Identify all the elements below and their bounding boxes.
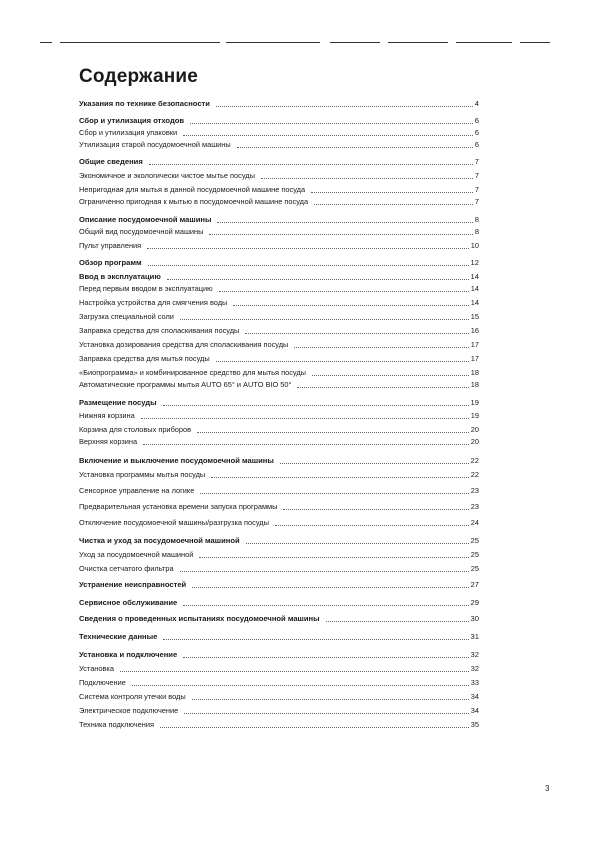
- toc-entry-page: 4: [474, 99, 479, 108]
- toc-entry: [79, 718, 479, 730]
- toc-entry-label: Ограниченно пригодная к мытью в посудомоечной машине посуда: [79, 197, 309, 206]
- toc-entry-page: 33: [470, 678, 479, 687]
- toc-leader-dots: [167, 278, 469, 280]
- toc-leader-dots: [275, 524, 469, 526]
- toc-entry: [79, 534, 479, 546]
- header-rule-segment: [330, 42, 380, 43]
- toc-leader-dots: [199, 556, 468, 558]
- toc-leader-dots: [183, 604, 468, 606]
- toc-leader-dots: [246, 542, 469, 544]
- toc-entry: [79, 500, 479, 512]
- toc-entry-page: 34: [470, 692, 479, 701]
- toc-entry-page: 30: [470, 614, 479, 623]
- toc-leader-dots: [180, 570, 469, 572]
- toc-entry-page: 25: [470, 550, 479, 559]
- toc-entry-label: Включение и выключение посудомоечной машины: [79, 456, 274, 465]
- toc-leader-dots: [120, 670, 469, 672]
- toc-entry-label: Общие сведения: [79, 157, 143, 166]
- toc-entry: [79, 516, 479, 528]
- toc-entry: [79, 195, 479, 207]
- page-title: Содержание: [79, 66, 199, 87]
- toc-entry: [79, 169, 479, 181]
- toc-entry-label: Технические данные: [79, 632, 158, 641]
- toc-entry-page: 27: [470, 580, 479, 589]
- toc-entry-label: Обзор программ: [79, 258, 142, 267]
- toc-leader-dots: [297, 386, 468, 388]
- toc-leader-dots: [211, 476, 469, 478]
- toc-leader-dots: [237, 146, 473, 148]
- toc-entry: [79, 270, 479, 282]
- toc-entry-page: 6: [474, 140, 479, 149]
- toc-entry-label: Заправка средства для споласкивания посуды: [79, 326, 240, 335]
- toc-entry: [79, 310, 479, 322]
- toc-leader-dots: [200, 492, 468, 494]
- toc-entry: [79, 468, 479, 480]
- toc-entry-label: Верхняя корзина: [79, 437, 138, 446]
- toc-entry-label: Настройка устройства для смягчения воды: [79, 298, 228, 307]
- toc-entry-label: Сбор и утилизация отходов: [79, 116, 185, 125]
- toc-entry-page: 18: [470, 368, 479, 377]
- toc-leader-dots: [216, 360, 469, 362]
- toc-entry-page: 34: [470, 706, 479, 715]
- toc-entry: [79, 630, 479, 642]
- toc-entry-page: 7: [474, 171, 479, 180]
- toc-entry-label: Нижняя корзина: [79, 411, 135, 420]
- toc-entry-label: Экономичное и экологически чистое мытье посуды: [79, 171, 255, 180]
- toc-entry: [79, 126, 479, 138]
- toc-entry: [79, 213, 479, 225]
- toc-entry-label: Чистка и уход за посудомоечной машиной: [79, 536, 240, 545]
- toc-leader-dots: [163, 638, 468, 640]
- toc-entry: [79, 454, 479, 466]
- toc-leader-dots: [197, 431, 469, 433]
- toc-leader-dots: [141, 417, 469, 419]
- toc-leader-dots: [217, 221, 472, 223]
- toc-entry-page: 32: [470, 664, 479, 673]
- toc-leader-dots: [148, 264, 469, 266]
- toc-entry: [79, 562, 479, 574]
- toc-entry-page: 17: [470, 354, 479, 363]
- toc-entry: [79, 352, 479, 364]
- toc-entry: [79, 256, 479, 268]
- toc-leader-dots: [132, 684, 469, 686]
- toc-leader-dots: [160, 726, 469, 728]
- toc-leader-dots: [183, 656, 468, 658]
- toc-leader-dots: [219, 290, 469, 292]
- header-rule-segment: [40, 42, 52, 43]
- toc-entry: [79, 282, 479, 294]
- toc-entry-label: Устранение неисправностей: [79, 580, 187, 589]
- toc-entry-page: 12: [470, 258, 479, 267]
- toc-entry: [79, 435, 479, 447]
- toc-entry-page: 25: [470, 536, 479, 545]
- toc-leader-dots: [326, 620, 469, 622]
- toc-entry-label: Загрузка специальной соли: [79, 312, 174, 321]
- toc-leader-dots: [233, 304, 468, 306]
- toc-entry-page: 10: [470, 241, 479, 250]
- toc-entry: [79, 378, 479, 390]
- toc-leader-dots: [245, 332, 468, 334]
- toc-entry: [79, 183, 479, 195]
- header-rule-segment: [388, 42, 448, 43]
- toc-entry-page: 16: [470, 326, 479, 335]
- toc-leader-dots: [216, 105, 473, 107]
- toc-entry-page: 20: [470, 425, 479, 434]
- toc-entry-label: Установка: [79, 664, 114, 673]
- toc-entry-page: 8: [474, 215, 479, 224]
- toc-entry-page: 14: [470, 272, 479, 281]
- toc-entry: [79, 338, 479, 350]
- toc-entry-page: 14: [470, 298, 479, 307]
- toc-entry: [79, 690, 479, 702]
- toc-entry-label: Сенсорное управление на логике: [79, 486, 195, 495]
- toc-entry-page: 23: [470, 486, 479, 495]
- toc-entry: [79, 484, 479, 496]
- toc-leader-dots: [280, 462, 469, 464]
- toc-leader-dots: [190, 122, 473, 124]
- toc-entry-page: 15: [470, 312, 479, 321]
- toc-entry-label: Утилизация старой посудомоечной машины: [79, 140, 231, 149]
- toc-entry: [79, 366, 479, 378]
- toc-entry: [79, 409, 479, 421]
- toc-entry: [79, 704, 479, 716]
- toc-leader-dots: [192, 698, 469, 700]
- toc-entry-page: 7: [474, 197, 479, 206]
- toc-entry: [79, 596, 479, 608]
- toc-entry-page: 22: [470, 456, 479, 465]
- toc-entry: [79, 648, 479, 660]
- page-number: 3: [545, 784, 550, 793]
- header-rule-segment: [60, 42, 220, 43]
- toc-leader-dots: [180, 318, 469, 320]
- toc-leader-dots: [149, 163, 473, 165]
- toc-entry-label: Размещение посуды: [79, 398, 157, 407]
- toc-entry-label: Сбор и утилизация упаковки: [79, 128, 178, 137]
- toc-entry-page: 35: [470, 720, 479, 729]
- toc-entry: [79, 676, 479, 688]
- toc-entry: [79, 612, 479, 624]
- toc-entry-label: Уход за посудомоечной машиной: [79, 550, 194, 559]
- toc-entry: [79, 662, 479, 674]
- toc-entry-label: Техника подключения: [79, 720, 154, 729]
- toc-entry: [79, 138, 479, 150]
- toc-entry: [79, 324, 479, 336]
- toc-entry-label: Автоматические программы мытья AUTO 65° и AUTO BIO 50°: [79, 380, 292, 389]
- toc-entry-label: Очистка сетчатого фильтра: [79, 564, 174, 573]
- toc-entry-label: Непригодная для мытья в данной посудомоечной машине посуда: [79, 185, 306, 194]
- toc-entry-page: 6: [474, 116, 479, 125]
- toc-entry: [79, 296, 479, 308]
- toc-entry: [79, 423, 479, 435]
- toc-entry: [79, 239, 479, 251]
- toc-leader-dots: [283, 508, 468, 510]
- toc-leader-dots: [314, 203, 473, 205]
- toc-entry-label: Установка программы мытья посуды: [79, 470, 206, 479]
- toc-entry-page: 24: [470, 518, 479, 527]
- toc-entry-label: Корзина для столовых приборов: [79, 425, 192, 434]
- toc-entry: [79, 396, 479, 408]
- toc-entry-page: 32: [470, 650, 479, 659]
- toc-entry-page: 22: [470, 470, 479, 479]
- toc-entry-page: 6: [474, 128, 479, 137]
- toc-entry-label: Перед первым вводом в эксплуатацию: [79, 284, 213, 293]
- toc-leader-dots: [163, 404, 469, 406]
- toc-entry-label: Общий вид посудомоечной машины: [79, 227, 204, 236]
- toc-entry-label: Указания по технике безопасности: [79, 99, 210, 108]
- toc-entry-page: 14: [470, 284, 479, 293]
- toc-entry-page: 7: [474, 185, 479, 194]
- toc-entry-label: Установка дозирования средства для споласкивания посуды: [79, 340, 289, 349]
- toc-entry-page: 23: [470, 502, 479, 511]
- header-rule-segment: [226, 42, 320, 43]
- toc-entry: [79, 225, 479, 237]
- toc-entry-page: 29: [470, 598, 479, 607]
- toc-leader-dots: [312, 374, 469, 376]
- toc-entry-label: Сервисное обслуживание: [79, 598, 178, 607]
- toc-leader-dots: [294, 346, 468, 348]
- toc-entry: [79, 548, 479, 560]
- toc-entry-page: 31: [470, 632, 479, 641]
- toc-leader-dots: [311, 191, 473, 193]
- toc-entry-page: 7: [474, 157, 479, 166]
- toc-entry-label: Предварительная установка времени запуска программы: [79, 502, 278, 511]
- toc-entry-label: Электрическое подключение: [79, 706, 179, 715]
- toc-entry-page: 17: [470, 340, 479, 349]
- toc-entry: [79, 578, 479, 590]
- toc-entry-label: Отключение посудомоечной машины/разгрузка посуды: [79, 518, 269, 527]
- toc-entry-label: Система контроля утечки воды: [79, 692, 186, 701]
- toc-entry-page: 25: [470, 564, 479, 573]
- toc-entry: [79, 97, 479, 109]
- toc-leader-dots: [261, 177, 473, 179]
- toc-entry-page: 19: [470, 398, 479, 407]
- toc-entry-page: 8: [474, 227, 479, 236]
- toc-entry-label: Подключение: [79, 678, 126, 687]
- toc-entry-label: Ввод в эксплуатацию: [79, 272, 161, 281]
- toc-entry-label: «Биопрограмма» и комбинированное средство для мытья посуды: [79, 368, 306, 377]
- toc-leader-dots: [209, 233, 472, 235]
- toc-leader-dots: [184, 712, 469, 714]
- toc-entry-label: Пульт управления: [79, 241, 142, 250]
- toc-leader-dots: [143, 443, 469, 445]
- toc-leader-dots: [192, 586, 468, 588]
- header-rule-segment: [520, 42, 550, 43]
- header-rule-segment: [456, 42, 512, 43]
- toc-entry-label: Заправка средства для мытья посуды: [79, 354, 210, 363]
- toc-entry-page: 19: [470, 411, 479, 420]
- toc-entry-label: Установка и подключение: [79, 650, 178, 659]
- toc-leader-dots: [183, 134, 473, 136]
- toc-entry-page: 18: [470, 380, 479, 389]
- toc-entry: [79, 114, 479, 126]
- toc-entry: [79, 155, 479, 167]
- toc-entry-page: 20: [470, 437, 479, 446]
- toc-leader-dots: [147, 247, 469, 249]
- toc-entry-label: Сведения о проведенных испытаниях посудомоечной машины: [79, 614, 320, 623]
- toc-entry-label: Описание посудомоечной машины: [79, 215, 212, 224]
